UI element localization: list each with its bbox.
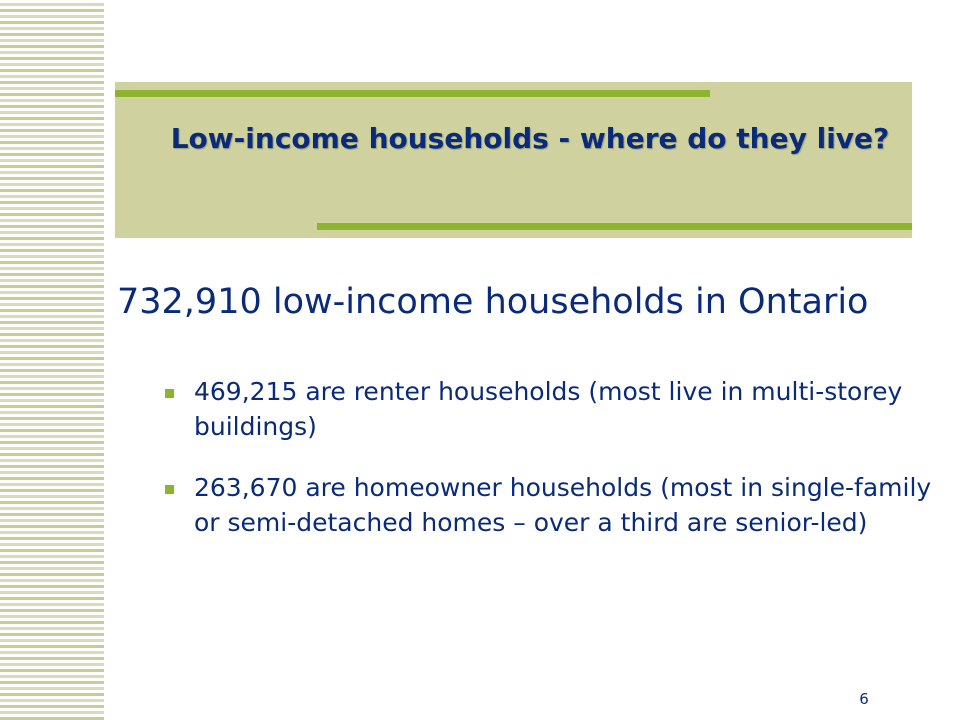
bullet-list	[160, 374, 930, 540]
decorative-stripes	[0, 0, 104, 720]
bullet-text: 263,670 are homeowner households (most in single-family or semi-detached homes – over a third are senior-led)	[194, 473, 932, 537]
square-bullet-icon	[165, 485, 174, 494]
title-accent-bar-top	[115, 90, 710, 97]
bullet-text: 469,215 are renter households (most live in multi-storey buildings)	[194, 377, 903, 441]
bullet-item	[160, 470, 930, 540]
lead-statement: 732,910 low-income households in Ontario	[117, 282, 869, 322]
title-accent-bar-bottom	[317, 223, 912, 230]
page-number: 6	[859, 690, 869, 708]
square-bullet-icon	[165, 389, 174, 398]
slide-title: Low-income households - where do they live?	[170, 122, 890, 155]
title-band	[115, 82, 912, 238]
bullet-item	[160, 374, 930, 444]
